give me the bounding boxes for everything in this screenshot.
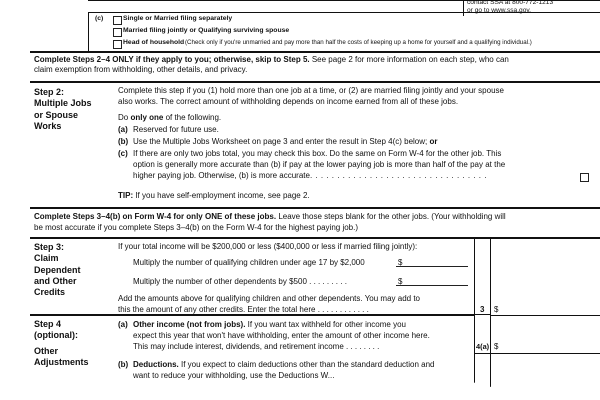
step2-two-jobs-checkbox[interactable] — [580, 173, 589, 182]
step3-top-rule — [30, 237, 600, 239]
step3-dependents — [133, 277, 347, 287]
step2-c-line2: option is generally more accurate than (b) if pay at the lower paying job is more than half of the pay at the — [133, 160, 506, 169]
section-rule — [30, 51, 600, 53]
step4-a-line2: expect this year that won't have withholding, enter the amount of other income here. — [133, 331, 430, 340]
step3-intro: If your total income will be $200,000 or less ($400,000 or less if married filing jointly): — [118, 242, 418, 251]
step4-title — [34, 319, 89, 368]
step2-intro-line2: also works. The correct amount of withholding depends on income earned from all of these jobs. — [118, 97, 459, 106]
step4-b-line2: want to reduce your withholding, use the Deductions W... — [133, 371, 335, 380]
step4-b-line1-rest: If you expect to claim deductions other than the standard deduction and — [178, 360, 435, 369]
step4-a-currency: $ — [494, 342, 499, 351]
step3-children-text: Multiply the number of qualifying children under age 17 by $2,000 — [133, 258, 365, 267]
step2-a-label: (a) — [118, 125, 128, 134]
step2-do-only — [118, 113, 221, 123]
step3-add-line1: Add the amounts above for qualifying children and other dependents. You may add to — [118, 294, 420, 303]
instruction-steps-2-4 — [34, 55, 509, 65]
step3-add-line2-text: this the amount of any other credits. Enter the total here — [118, 305, 316, 314]
step2-tip-text: If you have self-employment income, see page 2. — [133, 191, 310, 200]
head-of-household-label: Head of household — [123, 39, 185, 46]
step3-title-line4: and Other — [34, 275, 77, 286]
step3-dependents-dots: . . . . . . . . . — [309, 277, 347, 286]
step2-b-or: or — [429, 137, 438, 146]
step2-c-label: (c) — [118, 149, 128, 158]
step4-b-label: (b) — [118, 360, 129, 369]
step2-title — [34, 87, 92, 132]
column-divider — [88, 12, 89, 52]
step2-do-only-prefix: Do — [118, 113, 131, 122]
step2-intro-line1: Complete this step if you (1) hold more than one job at a time, or (2) are married filing jointly and your spouse — [118, 86, 504, 95]
head-of-household-note: (Check only if you're unmarried and pay more than half the costs of keeping up a home for yourself and a qualifying individual.) — [185, 39, 532, 46]
step3-dependents-amount-field[interactable] — [396, 277, 468, 286]
ssa-contact-line-2: or go to www.ssa.gov. — [467, 7, 532, 14]
married-jointly-checkbox[interactable] — [113, 28, 122, 37]
step4-a-label: (a) — [118, 320, 128, 329]
instruction-steps-2-4-line2: claim exemption from withholding, other details, and privacy. — [34, 65, 248, 74]
step4-a-line1 — [133, 320, 406, 330]
head-of-household-checkbox[interactable] — [113, 40, 122, 49]
filing-item-label: (c) — [95, 15, 104, 22]
married-jointly-label: Married filing jointly or Qualifying surviving spouse — [123, 27, 290, 34]
instruction-one-job-bold: Complete Steps 3–4(b) on Form W-4 for only ONE of these jobs. — [34, 212, 277, 221]
step3-title — [34, 242, 81, 298]
single-checkbox[interactable] — [113, 16, 122, 25]
step2-do-only-bold: only one — [130, 113, 164, 122]
step3-line-currency: $ — [494, 305, 499, 314]
step2-b-body: Use the Multiple Jobs Worksheet on page 3 and enter the result in Step 4(c) below; — [133, 137, 430, 146]
step2-c-line1: If there are only two jobs total, you may check this box. Do the same on Form W-4 for the other job. This — [133, 149, 502, 158]
step2-tip-label: TIP: — [118, 191, 134, 200]
step3-title-line2: Claim — [34, 253, 59, 264]
step4-a-line3 — [133, 342, 379, 352]
step2-top-rule — [30, 81, 600, 83]
step4-top-rule — [30, 314, 474, 316]
step2-do-only-suffix: of the following. — [163, 113, 222, 122]
step3-title-line1: Step 3: — [34, 242, 65, 252]
step2-a-text: Reserved for future use. — [133, 125, 219, 134]
torn-edge — [0, 374, 600, 400]
ssa-box-divider — [463, 0, 464, 16]
filing-top-rule — [88, 12, 600, 13]
step3-title-line5: Credits — [34, 287, 66, 297]
step3-total-field[interactable] — [490, 315, 600, 316]
step4-title-line4: Adjustments — [34, 356, 89, 367]
step4-b-line1 — [133, 360, 435, 370]
step4-top-rule-right — [474, 314, 490, 315]
step4-title-line1: Step 4 — [34, 319, 62, 329]
single-label: Single or Married filing separately — [123, 15, 233, 22]
step2-tip — [118, 191, 310, 201]
step3-children-amount-field[interactable] — [396, 258, 468, 267]
step2-title-line1: Step 2: — [34, 87, 65, 97]
step4-title-line3: Other — [34, 345, 59, 356]
step2-title-line3: or Spouse — [34, 109, 79, 120]
step4-a-amount-field[interactable] — [474, 353, 600, 354]
instruction-one-job-rest: Leave those steps blank for the other jobs. (Your withholding will — [276, 212, 506, 221]
step4-title-line2: (optional): — [34, 330, 78, 341]
step3-line-number: 3 — [480, 305, 485, 314]
step3-title-line3: Dependent — [34, 264, 81, 275]
step4-a-line-number: 4(a) — [476, 342, 490, 351]
step2-c-dots: . . . . . . . . . . . . . . . . . . . . . . . . . . . . . . . . . — [309, 171, 487, 180]
step2-b-text — [133, 137, 437, 147]
step2-title-line4: Works — [34, 120, 62, 131]
step4-b-bold: Deductions. — [133, 360, 179, 369]
step4-a-bold: Other income (not from jobs). — [133, 320, 246, 329]
step2-c-line3 — [133, 171, 487, 181]
step3-dependents-text: Multiply the number of other dependents by $500 — [133, 277, 307, 286]
ssa-contact-line-1: contact SSA at 800-772-1213 — [467, 0, 554, 6]
step2-c-line3-text: higher paying job. Otherwise, (b) is more accurate — [133, 171, 310, 180]
step3-add-dots: . . . . . . . . . . . . — [317, 305, 369, 314]
instruction-one-job — [34, 212, 506, 222]
step2-b-label: (b) — [118, 137, 129, 146]
step4-a-dots: . . . . . . . . — [346, 342, 380, 351]
step4-a-line3-text: This may include interest, dividends, and retirement income — [133, 342, 344, 351]
step2-title-line2: Multiple Jobs — [34, 98, 92, 109]
step3-children-currency: $ — [398, 258, 403, 267]
step2-bottom-rule — [30, 207, 600, 209]
step4-a-line1-rest: If you want tax withheld for other income you — [245, 320, 406, 329]
instruction-steps-2-4-bold: Complete Steps 2–4 ONLY if they apply to you; otherwise, skip to Step 5. — [34, 55, 310, 64]
instruction-steps-2-4-rest: See page 2 for more information on each step, who can — [309, 55, 509, 64]
instruction-one-job-line2: be most accurate if you complete Steps 3–4(b) on the Form W-4 for the highest paying job.) — [34, 223, 359, 232]
step3-dependents-currency: $ — [398, 277, 403, 286]
